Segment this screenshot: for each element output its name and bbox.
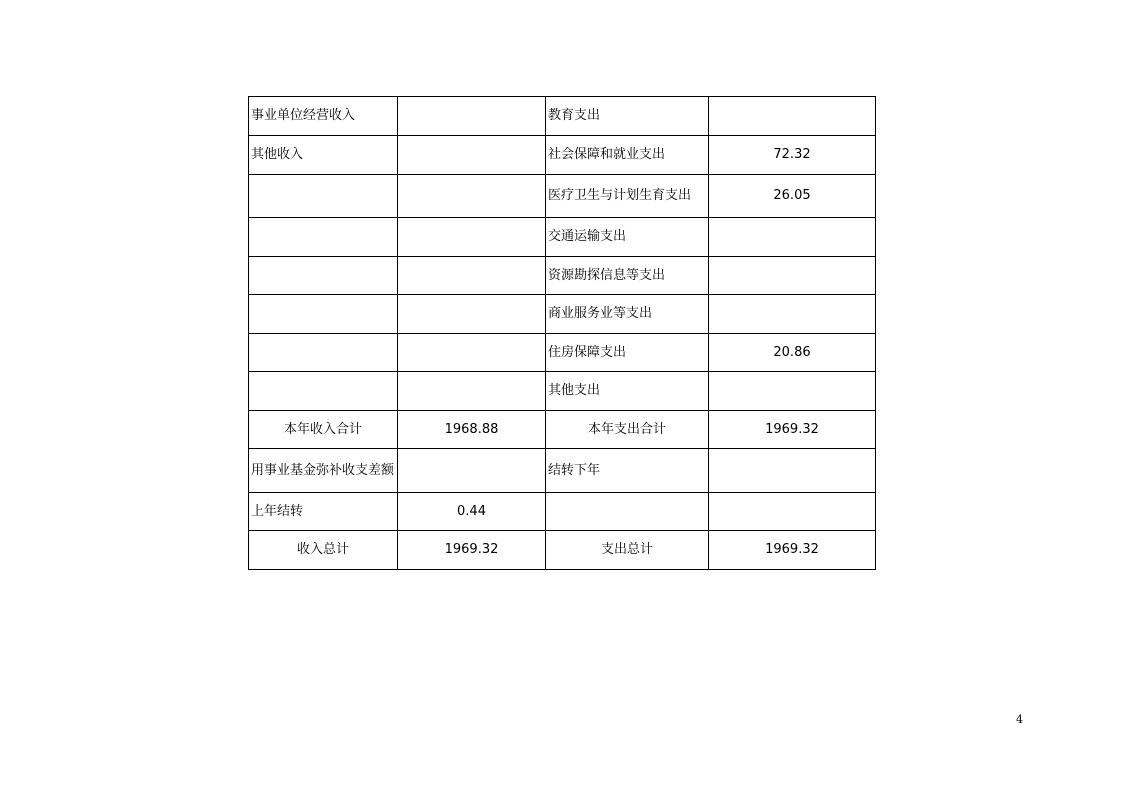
income-subtotal-label: 本年收入合计 — [249, 411, 398, 449]
income-amount-cell — [398, 295, 546, 334]
income-amount-cell: 0.44 — [398, 493, 546, 531]
income-total-value: 1969.32 — [398, 531, 546, 570]
income-item-cell — [249, 372, 398, 411]
income-amount-cell — [398, 372, 546, 411]
expense-item-cell: 结转下年 — [546, 449, 709, 493]
expense-amount-cell: 26.05 — [709, 175, 876, 218]
table-row — [249, 257, 876, 295]
expense-amount-cell — [709, 97, 876, 136]
income-item-cell: 事业单位经营收入 — [249, 97, 398, 136]
income-item-cell: 用事业基金弥补收支差额 — [249, 449, 398, 493]
expense-amount-cell: 20.86 — [709, 334, 876, 372]
income-amount-cell — [398, 449, 546, 493]
expense-item-cell — [546, 493, 709, 531]
table-row — [249, 136, 876, 175]
table-row — [249, 372, 876, 411]
expense-item-cell: 商业服务业等支出 — [546, 295, 709, 334]
expense-subtotal-label: 本年支出合计 — [546, 411, 709, 449]
income-amount-cell — [398, 175, 546, 218]
expense-subtotal-value: 1969.32 — [709, 411, 876, 449]
income-amount-cell — [398, 97, 546, 136]
table-row — [249, 334, 876, 372]
income-subtotal-value: 1968.88 — [398, 411, 546, 449]
income-total-label: 收入总计 — [249, 531, 398, 570]
income-item-cell — [249, 334, 398, 372]
expense-amount-cell — [709, 449, 876, 493]
income-item-cell: 其他收入 — [249, 136, 398, 175]
expense-amount-cell — [709, 218, 876, 257]
expense-amount-cell — [709, 295, 876, 334]
table-row — [249, 449, 876, 493]
income-amount-cell — [398, 218, 546, 257]
table-row — [249, 531, 876, 570]
expense-total-label: 支出总计 — [546, 531, 709, 570]
expense-amount-cell — [709, 493, 876, 531]
table-row — [249, 97, 876, 136]
expense-amount-cell — [709, 257, 876, 295]
expense-item-cell: 医疗卫生与计划生育支出 — [546, 175, 709, 218]
expense-item-cell: 资源勘探信息等支出 — [546, 257, 709, 295]
income-item-cell — [249, 295, 398, 334]
page-number: 4 — [1016, 713, 1023, 726]
expense-item-cell: 社会保障和就业支出 — [546, 136, 709, 175]
income-item-cell — [249, 257, 398, 295]
table-row — [249, 493, 876, 531]
expense-total-value: 1969.32 — [709, 531, 876, 570]
income-item-cell — [249, 218, 398, 257]
expense-amount-cell: 72.32 — [709, 136, 876, 175]
expense-item-cell: 住房保障支出 — [546, 334, 709, 372]
income-item-cell — [249, 175, 398, 218]
expense-amount-cell — [709, 372, 876, 411]
budget-table — [248, 96, 876, 570]
table-row — [249, 411, 876, 449]
income-amount-cell — [398, 136, 546, 175]
table-row — [249, 175, 876, 218]
income-amount-cell — [398, 257, 546, 295]
table-row — [249, 218, 876, 257]
expense-item-cell: 其他支出 — [546, 372, 709, 411]
expense-item-cell: 教育支出 — [546, 97, 709, 136]
table-row — [249, 295, 876, 334]
expense-item-cell: 交通运输支出 — [546, 218, 709, 257]
income-amount-cell — [398, 334, 546, 372]
income-item-cell: 上年结转 — [249, 493, 398, 531]
